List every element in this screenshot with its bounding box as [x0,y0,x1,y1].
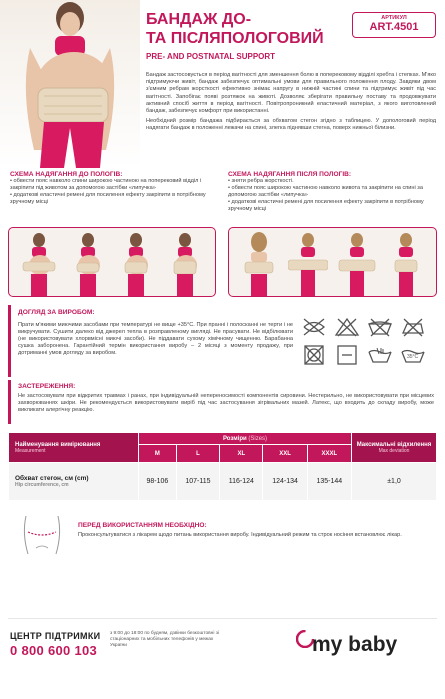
model-step-3-figure [116,232,156,296]
scheme-after-heading: СХЕМА НАДЯГАННЯ ПІСЛЯ ПОЛОГІВ: [228,171,352,178]
size-header-xl: XL [220,445,263,463]
size-header-xxxl: XXXL [307,445,351,463]
scheme-before-item-1: • обвести пояс навколо спини широкою частиною на поперековий відділ і закріпити під животом за допомогою застібки «липучка» [10,178,202,191]
sizes-sub: (Sizes) [248,435,268,442]
size-value-xl: 116-124 [220,463,263,501]
measurement-sub: Measurement [15,447,46,454]
model-wrap-figure [288,232,328,296]
no-tumble-dry-icon [300,344,328,366]
product-title [146,10,346,48]
footer-divider [8,618,437,619]
care-text: Прати м'якими миючими засобами при температурі не вище +35°С. При пранні і полосканні не терти і не викручувати. Сушити далеко від джерел тепла в розправленому вигляді. Не прасувати. Не відбілювати (не використовувати хлорвмісні миючі засоби). Не піддавати сухому хімічному чищенню. Барабанна сушка заборонена. Гарантійний термін використання виробу – 2 місяці з моменту продажу, при дотриманні умов догляду за виробом. [18,322,293,356]
description-paragraph-2: Необхідний розмір бандажа підбирається за обхватом стегон згідно з таблицею. У допологовий період надягати бандаж в положенні лежачи на спині, злегка піднявши стегна, поверх нижньої білизни. [146,118,436,132]
before-use-heading: ПЕРЕД ВИКОРИСТАННЯМ НЕОБХІДНО: [78,522,207,529]
deviation-header: Максимальні відхилення [356,441,432,448]
description-paragraph-1: Бандаж застосовується в період вагітності для зменшення болю в поперековому відділі хребта і степках. М'яко підтримуючи живіт, бандаж забезпечує оптимальні умови для правильного положення плоду. Завдяки двом з'ємним ребрам жорсткості ефективно знімає напругу в нижній частині спини та підтримує живіт під час вагітності. Запобігає появі розтяжок на животі. Дозволяє зберігати правильну поставу та продовжувати активний спосіб життя в період вагітності. Повітропроникний еластичний матеріал, з якого виготовлений бандаж, забезпечує комфорт при використанні. [146,72,436,115]
size-value-l: 107-115 [176,463,219,501]
pregnant-model-figure [0,0,140,168]
sizes-header: Розміри [222,435,247,442]
hero-product-photo [0,0,140,168]
measurement-header: Найменування вимірювання [15,441,101,448]
warning-text: Не застосовувати при відкритих травмах і ранах, при індивідуальній непереносимості компонентів сировини. Нестерильно, не використовувати при місцевих захворюваннях шкіри. Не рекомендується використовувати виріб під час застосування зігрівальних мазей. Латекс, що входить до складу виробу, може викликати алергічну реакцію. [18,393,434,413]
no-dry-clean-icon [366,316,394,338]
no-wring-icon [300,316,328,338]
size-header-xxl: XXL [263,445,307,463]
product-title-line1: БАНДАЖ ДО- [146,11,252,28]
support-phone[interactable]: 0 800 600 103 [10,643,98,658]
model-back-figure [239,232,279,296]
size-header-m: M [139,445,177,463]
table-row [9,463,437,501]
product-description [146,72,436,136]
article-code: ART.4501 [369,21,419,33]
article-label: АРТИКУЛ [381,15,407,21]
model-step-2-figure [68,232,108,296]
model-final-figure [386,232,426,296]
deviation-header-cell [352,433,437,463]
no-iron-icon [399,316,427,338]
before-use-section [78,522,438,539]
before-use-text: Проконсультуватися з лікарем щодо питань використання виробу. Індивідуальний режим та строк носіння встановлює лікар. [78,532,402,538]
measurement-header-cell [9,433,139,463]
warning-heading: ЗАСТЕРЕЖЕННЯ: [18,383,76,390]
size-value-xxxl: 135-144 [307,463,351,501]
scheme-after-item-3: • додаткові еластичні ремені для посилення ефекту закріпити в потрібному зручному місці [228,199,424,212]
sizes-header-cell [139,433,352,445]
scheme-before-photos [8,227,216,297]
care-icon-grid [300,316,435,366]
hip-row-sub: Hip circumference, cm [15,482,69,488]
scheme-after-item-1: • зняти ребра жорсткості. [228,178,294,184]
hand-wash-icon [366,344,394,366]
article-badge [352,12,436,38]
scheme-before-section [10,171,215,206]
brand-name: my baby [312,633,398,656]
scheme-before-item-2: • додаткові еластичні ремені для посилення ефекту закріпити в потрібному зручному місці [10,192,206,205]
scheme-after-section [228,171,436,213]
scheme-after-item-2: • обвести пояс широкою частиною навколо живота та закріпити на спині за допомогою застібки «липучка» [228,185,423,198]
hip-measure-icon [16,514,68,556]
model-step-4-figure [165,232,205,296]
size-value-m: 98-106 [139,463,177,501]
size-value-xxl: 124-134 [263,463,307,501]
no-bleach-icon [333,316,361,338]
care-heading: ДОГЛЯД ЗА ВИРОБОМ: [18,309,95,316]
scheme-after-photos [228,227,437,297]
temp-label: 35°C [407,354,419,360]
support-note: з 9:00 до 18:00 по будням, дзвінки безкоштовні зі стаціонарних та мобільних телефонів у межах України [110,631,219,648]
product-subtitle: PRE- AND POSTNATAL SUPPORT [146,52,276,61]
model-wide-figure [337,232,377,296]
dry-flat-icon [333,344,361,366]
size-table [8,432,437,501]
hip-measurement-cell [9,463,139,501]
deviation-sub: Max deviation [378,447,410,454]
hip-row-label: Обхват стегон, см (cm) [15,475,89,482]
temp-35-icon [399,344,427,366]
product-title-line2: ТА ПІСЛЯПОЛОГОВИЙ [146,30,324,47]
support-label: ЦЕНТР ПІДТРИМКИ [10,631,101,641]
size-header-l: L [176,445,219,463]
deviation-value: ±1,0 [352,463,437,501]
model-step-1-figure [19,232,59,296]
scheme-before-heading: СХЕМА НАДЯГАННЯ ДО ПОЛОГІВ: [10,171,123,178]
